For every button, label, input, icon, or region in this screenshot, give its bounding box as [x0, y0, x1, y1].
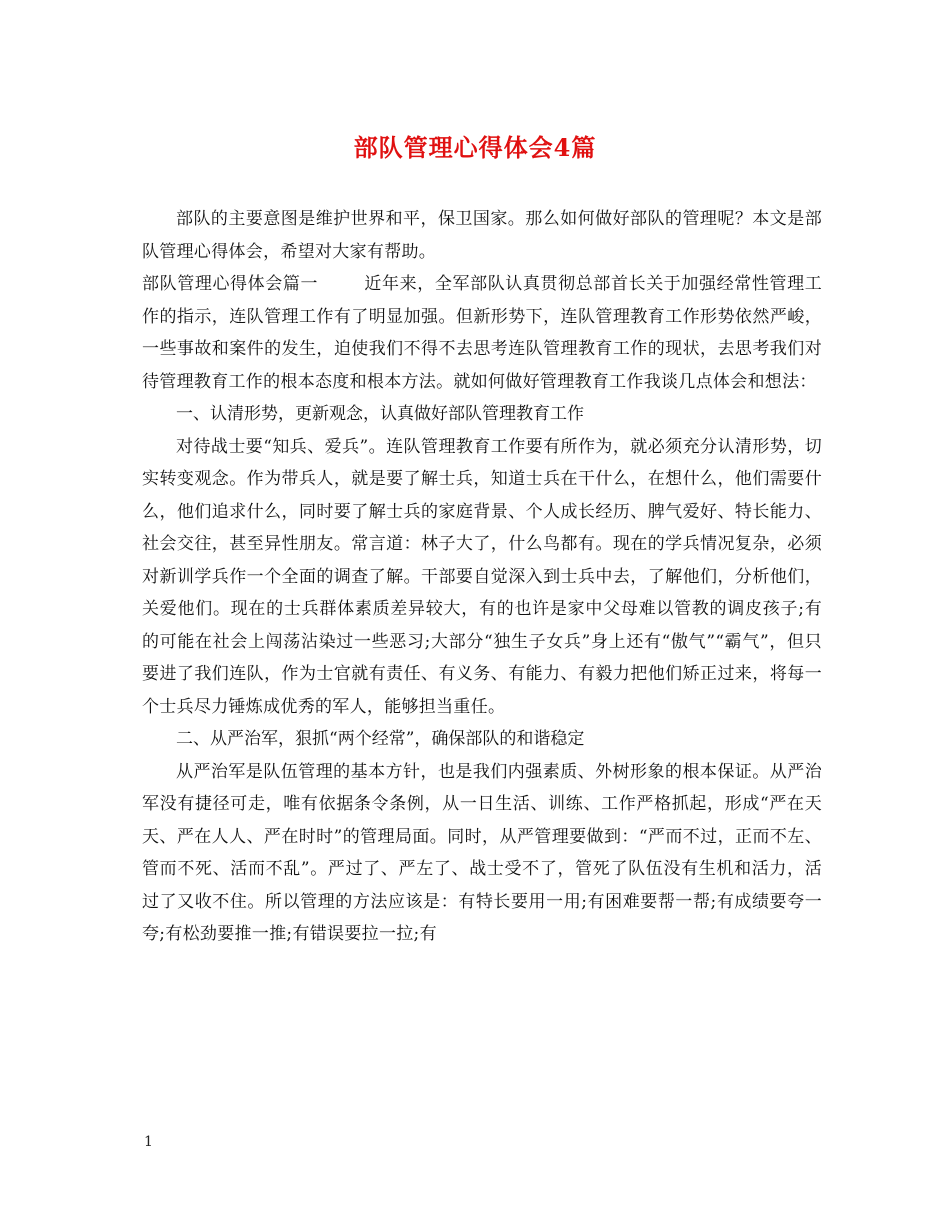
- page-number: 1: [144, 1134, 153, 1150]
- section-intro: 近年来，全军部队认真贯彻总部首长关于加强经常性管理工作的指示，连队管理工作有了明显加强。但新形势下，连队管理教育工作形势依然严峻，一些事故和案件的发生，迫使我们不得不去思考连队管理教育工作的现状，去思考我们对待管理教育工作的根本态度和根本方法。就如何做好管理教育工作我谈几点体会和想法：: [142, 274, 822, 392]
- paragraph-two: 从严治军是队伍管理的基本方针，也是我们内强素质、外树形象的根本保证。从严治军没有捷径可走，唯有依据条令条例，从一日生活、训练、工作严格抓起，形成“严在天天、严在人人、严在时时”的管理局面。同时，从严管理要做到：“严而不过，正而不左、管而不死、活而不乱”。严过了、严左了、战士受不了，管死了队伍没有生机和活力，活过了又收不住。所以管理的方法应该是：有特长要用一用;有困难要帮一帮;有成绩要夸一夸;有松劲要推一推;有错误要拉一拉;有: [142, 761, 822, 944]
- heading-one: 一、认清形势，更新观念，认真做好部队管理教育工作: [176, 404, 584, 424]
- section-paragraph: [142, 268, 822, 398]
- section-label: 部队管理心得体会篇一: [142, 274, 319, 294]
- intro-paragraph: 部队的主要意图是维护世界和平，保卫国家。那么如何做好部队的管理呢？本文是部队管理心得体会，希望对大家有帮助。: [142, 209, 822, 262]
- document-body: [142, 203, 822, 951]
- heading-two: 二、从严治军，狠抓“两个经常”，确保部队的和谐稳定: [176, 729, 585, 749]
- document-title: 部队管理心得体会4篇: [353, 133, 597, 162]
- paragraph-one: 对待战士要“知兵、爱兵”。连队管理教育工作要有所作为，就必须充分认清形势，切实转变观念。作为带兵人，就是要了解士兵，知道士兵在干什么，在想什么，他们需要什么，他们追求什么，同时要了解士兵的家庭背景、个人成长经历、脾气爱好、特长能力、社会交往，甚至异性朋友。常言道：林子大了，什么鸟都有。现在的学兵情况复杂，必须对新训学兵作一个全面的调查了解。干部要自觉深入到士兵中去，了解他们，分析他们，关爱他们。现在的士兵群体素质差异较大，有的也许是家中父母难以管教的调皮孩子;有的可能在社会上闯荡沾染过一些恶习;大部分“独生子女兵”身上还有“傲气”“霸气”，但只要进了我们连队，作为士官就有责任、有义务、有能力、有毅力把他们矫正过来，将每一个士兵尽力锤炼成优秀的军人，能够担当重任。: [142, 436, 822, 717]
